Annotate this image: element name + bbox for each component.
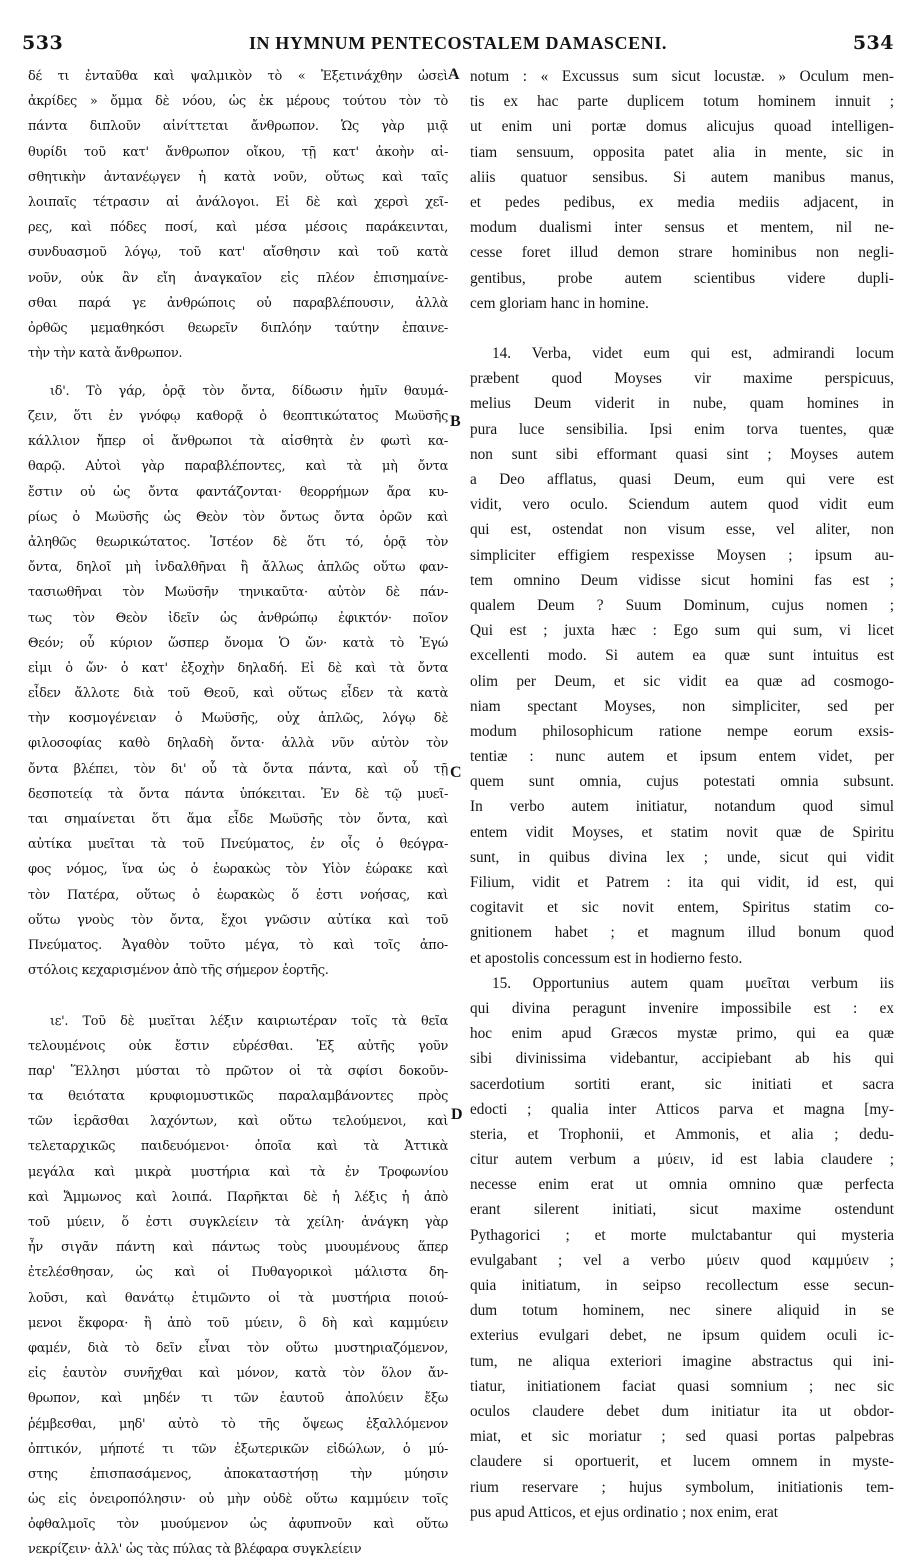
text-line: Pythagorici ; et morte mulctabantur qui mysteria	[470, 1226, 894, 1244]
text-line: νοῦν, οὐκ ἂν εἴη ἀναγκαῖον εἰς πλέον ἐπισημαίνε-	[28, 270, 448, 286]
text-line: pura luce sensibilia. Ipsi enim torva tuentes, quæ	[470, 420, 894, 438]
text-line: οὕτω γνοὺς τὸν ὄντα, ἔχοι γνῶσιν αὐτίκα καὶ τοῦ	[28, 912, 448, 928]
text-line: ὄντα, δηλοῖ μὴ ἰνδαλθῆναι ἢ ἄλλως ἁπλῶς οὕτω φαν-	[28, 560, 448, 576]
right-page-number: 534	[852, 32, 894, 54]
text-line: τελουμένοις οὐκ ἔστιν εὑρέσθαι. Ἐξ αὐτῆς γοῦν	[28, 1038, 448, 1054]
text-line: tis ex hac parte duplicem totum hominem innuit ;	[470, 93, 894, 111]
text-line: aliis quatuor sensibus. Si autem manibus manus,	[470, 168, 894, 186]
text-line: σθητικὴν ἀντανέῳγεν ἡ κατὰ νοῦν, οὕτως καὶ ταῖς	[28, 169, 448, 185]
text-line: qui est, ostendat non visum esse, vel aliter, non	[470, 521, 894, 539]
text-line: θυρίδι τοῦ κατ' ἄνθρωπον οἴκου, τῇ κατ' ἀκοὴν αἰ-	[28, 144, 448, 160]
page-header	[20, 32, 896, 62]
text-line: κάλλιον ἤπερ οἱ ἄνθρωποι τὰ αἰσθητὰ ἐν φωτὶ κα-	[28, 434, 448, 450]
text-line: εἰμι ὁ ὤν· ὁ κατ' ἐξοχὴν δηλαδή. Εἰ δὲ καὶ τὰ ὄντα	[28, 660, 448, 676]
margin-letter-a: A	[448, 66, 460, 83]
text-line: non sunt sibi efformant quasi sint ; Moyses autem	[470, 445, 894, 463]
text-line: olim per Deum, et sic vidit ea quæ ad cosmogo-	[470, 672, 894, 690]
text-line: cogitavit et sic novit entem, Spiritus statim co-	[470, 899, 894, 917]
text-line: claudere si oportuerit, et lucem omnem in myste-	[470, 1453, 894, 1471]
text-line: Qui est ; juxta hæc : Ego sum qui sum, vi licet	[470, 622, 894, 640]
margin-letter-c: C	[450, 764, 462, 781]
text-line: edocti ; qualia inter Atticos parva et magna [my-	[470, 1100, 894, 1118]
text-line: Θεόν; οὗ κύριον ὥσπερ ὄνομα Ὁ ὤν· κατὰ τὸ Ἐγώ	[28, 635, 448, 651]
text-line: τελεταρχικῶς παιδευόμενοι· ὁποῖα καὶ τὰ Ἀττικὰ	[28, 1139, 448, 1155]
text-line: steria, et Trophonii, et Ammonis, et alia ; dedu-	[470, 1125, 894, 1143]
text-line: dum totum hominem, nec sinere aliquid in se	[470, 1302, 894, 1320]
text-line: καὶ Ἄμμωνος καὶ λοιπά. Παρῆκται δὲ ἡ λέξις ἡ ἀπὸ	[28, 1189, 448, 1205]
text-line: ρίως ὁ Μωϋσῆς ὡς Θεὸν τὸν ὄντως ὄντα ὁρῶν καὶ	[28, 509, 448, 525]
text-line: τῶν ἱερᾶσθαι λαχόντων, καὶ οὕτω τελούμενοι, καὶ	[28, 1114, 448, 1130]
text-line: τασιωθῆναι τὸν Μωϋσῆν τηνικαῦτα· αὐτὸν δὲ πάν-	[28, 585, 448, 601]
text-line: ἐτελέσθησαν, ὡς καὶ οἱ Πυθαγορικοὶ μάλιστα δη-	[28, 1265, 448, 1281]
text-line: πάντα διπλοῦν αἰνίττεται ἄνθρωπον. Ὡς γὰρ μιᾷ	[28, 119, 448, 135]
text-line: hoc enim apud Græcos mystæ primo, qui ea quæ	[470, 1025, 894, 1043]
text-line: ἦν σιγᾶν πάντη καὶ πάντως τοὺς μυουμένους ἅπερ	[28, 1240, 448, 1256]
text-line: θαρῷ. Αὐτοὶ γὰρ παραβλέποντες, καὶ τὰ μὴ ὄντα	[28, 459, 448, 475]
latin-paragraph-1	[470, 64, 894, 316]
text-line: cem gloriam hanc in homine.	[470, 294, 649, 312]
text-line: φαμέν, διὰ τὸ δεῖν εἶναι τὸν οὕτω μυστηριαζόμενον,	[28, 1340, 448, 1356]
greek-paragraph-14	[28, 379, 448, 984]
text-line: στόλοις κεχαρισμένον ἀπὸ τῆς σήμερον ἑορτῆς.	[28, 963, 329, 979]
text-line: melius Deum viderit in nube, quam homines in	[470, 395, 894, 413]
text-line: ρες, καὶ πόδες ποσί, καὶ μέσα μέσοις παράκεινται,	[28, 220, 448, 236]
text-line: quem sunt omnia, cujus potestati omnia subsunt.	[470, 773, 894, 791]
text-line: præbent quod Moyses vir maxime perspicuus,	[470, 370, 894, 388]
text-line: 14. Verba, videt eum qui est, admirandi locum	[492, 345, 894, 363]
text-line: qui divina peragunt invenire impossibile est : ex	[470, 999, 894, 1017]
text-line: ζειν, ὅτι ἐν γνόφῳ καθορᾷ ὁ θεοπτικώτατος Μωϋσῆς	[28, 409, 448, 425]
text-line: τως τὸν Θεὸν ἰδεῖν ὡς ἀνθρώπῳ ἐφικτόν· ποῖον	[28, 610, 448, 626]
margin-letter-b: B	[450, 413, 461, 430]
text-line: τοῦ μύειν, ὅ ἐστι συγκλείειν τὰ χείλη· ἀνάγκη γὰρ	[28, 1215, 448, 1231]
text-line: ἀκρίδες » ὄμμα δὲ νόου, ὡς ἐκ μέρους τούτου τὸν τὸ	[28, 94, 448, 110]
text-line: entem vidit Moyses, et statim novit quæ de Spiritu	[470, 823, 894, 841]
text-line: sunt, in quibus divina lex ; unde, sicut qui vidit	[470, 848, 894, 866]
text-line: evulgabant ; vel a verbo μύειν quod καμμύειν ;	[470, 1251, 894, 1269]
text-line: μενοι ἔκφορα· ἢ ἀπὸ τοῦ μύειν, ὃ δὴ καὶ καμμύειν	[28, 1315, 448, 1331]
text-line: simpliciter effigiem respexisse Moysen ; ipsum au-	[470, 546, 894, 564]
left-page-number: 533	[22, 32, 64, 54]
text-line: sibi divinissima videbantur, accipiebant ab his qui	[470, 1050, 894, 1068]
text-line: et pedes pedibus, ex media mediis adjacent, in	[470, 193, 894, 211]
text-line: tum, ne aliqua exteriori imagine abstractus qui ini-	[470, 1352, 894, 1370]
text-line: ῥέμβεσθαι, μηδ' αὐτὸ τὸ τῆς ὄψεως ἐξαλλόμενον	[28, 1416, 448, 1432]
text-line: δεσποτείᾳ τὰ ὄντα πάντα ὑπόκειται. Ἐν δὲ τῷ μυεῖ-	[28, 786, 448, 802]
text-line: pus apud Atticos, et ejus ordinatio ; nox enim, erat	[470, 1503, 779, 1521]
text-line: ιδ'. Τὸ γάρ, ὁρᾷ τὸν ὄντα, δίδωσιν ἡμῖν θαυμά-	[50, 383, 448, 399]
text-line: ὀρθῶς μεμαθηκόσι θεωρεῖν διπλόην ταύτην ἐπαινε-	[28, 320, 448, 336]
text-line: cesse foret illud demon strare hominibus non negli-	[470, 244, 894, 262]
text-line: ιε'. Τοῦ δὲ μυεῖται λέξιν καιριωτέραν τοῖς τὰ θεῖα	[50, 1013, 448, 1029]
latin-paragraph-14	[470, 341, 894, 971]
text-line: niam spectant Moyses, non simpliciter, sed per	[470, 697, 894, 715]
text-line: gnitionem habet ; et magnum illud bonum quod	[470, 924, 894, 942]
text-line: ὄντα βλέπει, τὸν δι' οὗ τὰ ὄντα πάντα, καὶ οὗ τῇ	[28, 761, 448, 777]
text-line: φος νόμος, ἵνα ὡς ὁ ἑωρακὼς τὸν Υἱὸν ἑώρακε καὶ	[28, 862, 448, 878]
text-line: ται σημαίνεται ὅτι ἅμα εἶδε Μωϋσῆς τὸν ὄντα, καὶ	[28, 812, 448, 828]
text-line: modum philosophicum ratione nempe eorum exsis-	[470, 722, 894, 740]
greek-paragraph-1	[28, 64, 448, 366]
text-line: et apostolis concessum est in hodierno festo.	[470, 949, 743, 967]
text-line: εἶδεν ἄλλοτε διὰ τοῦ Θεοῦ, καὶ οὕτως εἶδεν τὰ κατὰ	[28, 686, 448, 702]
text-line: rium reservare ; hujus symbolum, initiationis tem-	[470, 1478, 894, 1496]
text-line: tiam sensuum, opposita patet alia in mente, sic in	[470, 143, 894, 161]
text-line: citur autem verbum a μύειν, id est labia claudere ;	[470, 1151, 894, 1169]
text-line: νεκρίζειν· ἀλλ' ὡς τὰς πύλας τὰ βλέφαρα συγκλείειν	[28, 1542, 362, 1558]
text-line: 15. Opportunius autem quam μυεῖται verbum iis	[492, 974, 894, 992]
text-line: συνδυασμοῦ λόγῳ, τοῦ κατ' αἴσθησιν καὶ τοῦ κατὰ	[28, 245, 448, 261]
text-line: φιλοσοφίας καθὸ δηλαδὴ ὄντα· ἀλλὰ νῦν αὐτὸν τὸν	[28, 736, 448, 752]
text-line: necesse enim erat ut omnia omnino quæ perfecta	[470, 1176, 894, 1194]
text-line: θρωπον, καὶ μηδέν τι τῶν ἑαυτοῦ ἀπολύειν ἔξω	[28, 1391, 448, 1407]
margin-letter-d: D	[451, 1106, 463, 1123]
text-line: τὸν Πατέρα, οὕτως ὁ ἑωρακὼς ὅ ἐστι νοήσας, καὶ	[28, 887, 448, 903]
text-line: notum : « Excussus sum sicut locustæ. » Oculum men-	[470, 68, 894, 85]
greek-paragraph-15	[28, 1009, 448, 1563]
text-line: excellenti modo. Si autem ea quæ sunt intuitus est	[470, 647, 894, 665]
greek-column	[28, 64, 448, 1563]
text-line: oculos claudere debet dum initiatur ita ut obdor-	[470, 1402, 894, 1420]
text-line: αὐτίκα μυεῖται τὰ τοῦ Πνεύματος, ἐν οἷς ὁ θεόγρα-	[28, 837, 448, 853]
text-line: a Deo afflatus, quasi Deum, eum qui vere est	[470, 471, 894, 488]
text-line: τὴν τὴν κατὰ ἄνθρωπον.	[28, 346, 183, 362]
text-line: σθαι παρά γε ἀνθρώποις οὐ παραβλέπουσιν, ἀλλὰ	[28, 295, 448, 311]
text-line: στης ἐπισπασάμενος, ἀποκαταστήσῃ τὴν μύησιν	[28, 1466, 448, 1482]
text-line: ὀφθαλμοῖς τὸν μυούμενον ὡς ἀφυπνοῦν καὶ οὕτω	[28, 1517, 448, 1533]
text-line: exterius evulgari debet, ne ipsum quidem oculi ic-	[470, 1327, 894, 1345]
text-line: tem omnino Deum vidisse sicut homini fas est ;	[470, 571, 894, 589]
text-line: Πνεύματος. Ἀγαθὸν τοῦτο μέγα, τὸ καὶ τοῖς ἀπο-	[28, 937, 448, 953]
text-line: ὀπτικόν, μήποτέ τι τῶν ἐξωτερικῶν εἰδώλων, ὁ μύ-	[28, 1441, 448, 1457]
text-line: παρ' Ἕλλησι μύσται τὸ πρῶτον οἱ τὰ σφίσι δοκοῦν-	[28, 1063, 448, 1079]
text-line: qualem Deum ? Suum Dominum, cujus nomen ;	[470, 596, 894, 614]
text-line: τὴν κοσμογένειαν ὁ Μωϋσῆς, οὐχ ἁπλῶς, λόγῳ δὲ	[28, 711, 448, 727]
text-line: ut enim uni portæ domus alicujus quoad intelligen-	[470, 118, 894, 136]
text-line: modum dualismi inter sensus et mentem, nil ne-	[470, 219, 894, 237]
text-line: Filium, vidit et Patrem : ita qui vidit, id est, qui	[470, 874, 894, 891]
text-line: ἀληθῶς θεωρικώτατος. Ἰστέον δὲ ὅτι τό, ὁρᾷ τὸν	[28, 534, 448, 550]
text-line: τα θειότατα κρυφιομυστικῶς παραλαμβάνοντες πρὸς	[28, 1089, 448, 1105]
text-line: tiatur, initiationem faciat quasi somnium ; nec sic	[470, 1377, 894, 1395]
text-line: ὡς εἰς ὀνειροπόλησιν· οὐ μὴν οὐδὲ οὕτω καμμύειν τοῖς	[28, 1492, 448, 1508]
text-line: gentibus, probe autem scientibus videre dupli-	[470, 269, 894, 287]
text-line: vidit, vero oculo. Sciendum autem quod vidit eum	[470, 496, 894, 514]
text-line: erant silerent initiati, sicut maxime ostendunt	[470, 1201, 894, 1219]
latin-paragraph-15	[470, 971, 894, 1525]
text-line: tentiæ : nunc autem et ipsum entem videt, per	[470, 748, 894, 766]
text-line: In verbo autem initiatur, notandum quod simul	[470, 798, 894, 816]
text-line: miat, et sic moriatur ; sed quasi portas palpebras	[470, 1428, 894, 1446]
running-title: IN HYMNUM PENTECOSTALEM DAMASCENI.	[248, 33, 668, 53]
text-line: μεγάλα καὶ μικρὰ μυστήρια καὶ τὰ ἐν Τροφωνίου	[28, 1164, 448, 1180]
latin-column	[470, 64, 894, 1525]
text-line: sacerdotium sortiti erant, sic initiati et sacra	[470, 1075, 894, 1093]
text-line: λοῦσι, καὶ θανάτῳ ἐτιμῶντο οἱ τὰ μυστήρια ποιού-	[28, 1290, 448, 1306]
text-line: εἰς ἑαυτὸν συνῆχθαι καὶ μόνον, κατὰ τὸν ὅλον ἄν-	[28, 1366, 448, 1382]
text-line: quia initiatum, in seipso recollectum esse secun-	[470, 1277, 894, 1294]
text-line: λοιπαῖς τέτρασιν αἱ ἀνάλογοι. Εἰ δὲ καὶ χερσὶ χεῖ-	[28, 194, 448, 210]
text-line: ἔστιν οὐ ὡς ὄντα φαντάζονται· θεορρήμων ἄρα κυ-	[28, 484, 448, 500]
text-line: δέ τι ἐνταῦθα καὶ ψαλμικὸν τὸ « Ἐξετινάχθην ὡσεὶ	[28, 69, 448, 84]
